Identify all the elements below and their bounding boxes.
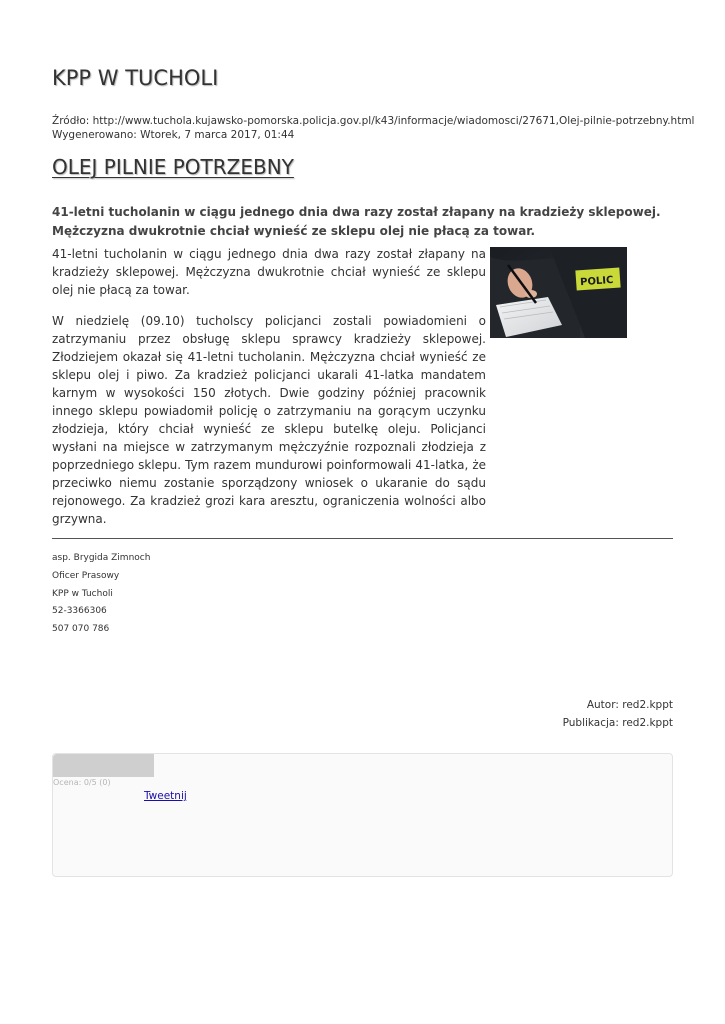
contact-info bbox=[52, 550, 150, 639]
article-paragraph: W niedzielę (09.10) tucholscy policjanci zostali powiadomieni o zatrzymaniu przez obsługę sklepu sprawcy kradzieży sklepowej. Złodziejem okazał się 41-letni tucholanin. Mężczyzna chciał wynieść ze sklepu olej i piwo. Za kradzież policjanci ukarali 41-latka mandatem karnym w wysokości 150 złotych. Dwie godziny później pracownik innego sklepu powiadomił policję o zatrzymaniu na gorącym uczynku złodzieja, który chciał wynieść ze sklepu butelkę oleju. Policjanci wysłani na miejsce w zatrzymanym mężczyźnie rozpoznali złodzieja z poprzedniego sklepu. Tym razem mundurowi poinformowali 41-latka, że przeciwko niemu zostanie sporządzony wniosek o ukaranie do sądu rejonowego. Za kradzież grozi kara aresztu, ograniczenia wolności albo grzywna. bbox=[52, 314, 486, 526]
author-block bbox=[563, 696, 673, 732]
social-box bbox=[52, 753, 673, 877]
contact-phone: 52-3366306 bbox=[52, 606, 107, 617]
rating-text: Ocena: 0/5 (0) bbox=[53, 778, 111, 787]
tweet-link[interactable]: Tweetnij bbox=[144, 790, 187, 802]
source-line: Źródło: http://www.tuchola.kujawsko-pomorska.policja.gov.pl/k43/informacje/wiadomosci/27671,Olej-pilnie-potrzebny.html bbox=[52, 115, 695, 127]
publication-line: Publikacja: red2.kppt bbox=[562, 717, 673, 729]
site-title: KPP W TUCHOLI bbox=[52, 66, 219, 90]
source-meta bbox=[52, 114, 694, 142]
article-title: OLEJ PILNIE POTRZEBNY bbox=[52, 155, 294, 179]
contact-role: Oficer Prasowy bbox=[52, 570, 120, 581]
contact-unit: KPP w Tucholi bbox=[52, 588, 113, 599]
article-photo bbox=[490, 247, 627, 338]
rating-stars[interactable] bbox=[53, 754, 154, 777]
article-lead: 41-letni tucholanin w ciągu jednego dnia dwa razy został złapany na kradzieży sklepowej. Mężczyzna dwukrotnie chciał wynieść ze sklepu olej nie płacą za towar. bbox=[52, 205, 661, 238]
vest-text: POLIC bbox=[579, 274, 614, 289]
generated-line: Wygenerowano: Wtorek, 7 marca 2017, 01:44 bbox=[52, 129, 295, 141]
author-line: Autor: red2.kppt bbox=[586, 699, 673, 711]
divider bbox=[52, 538, 673, 539]
contact-mobile: 507 070 786 bbox=[52, 624, 110, 635]
contact-name: asp. Brygida Zimnoch bbox=[52, 553, 151, 563]
article-paragraph: 41-letni tucholanin w ciągu jednego dnia dwa razy został złapany na kradzieży sklepowej. Mężczyzna dwukrotnie chciał wynieść ze sklepu olej nie płacą za towar. bbox=[52, 247, 486, 297]
article-body bbox=[52, 245, 486, 541]
